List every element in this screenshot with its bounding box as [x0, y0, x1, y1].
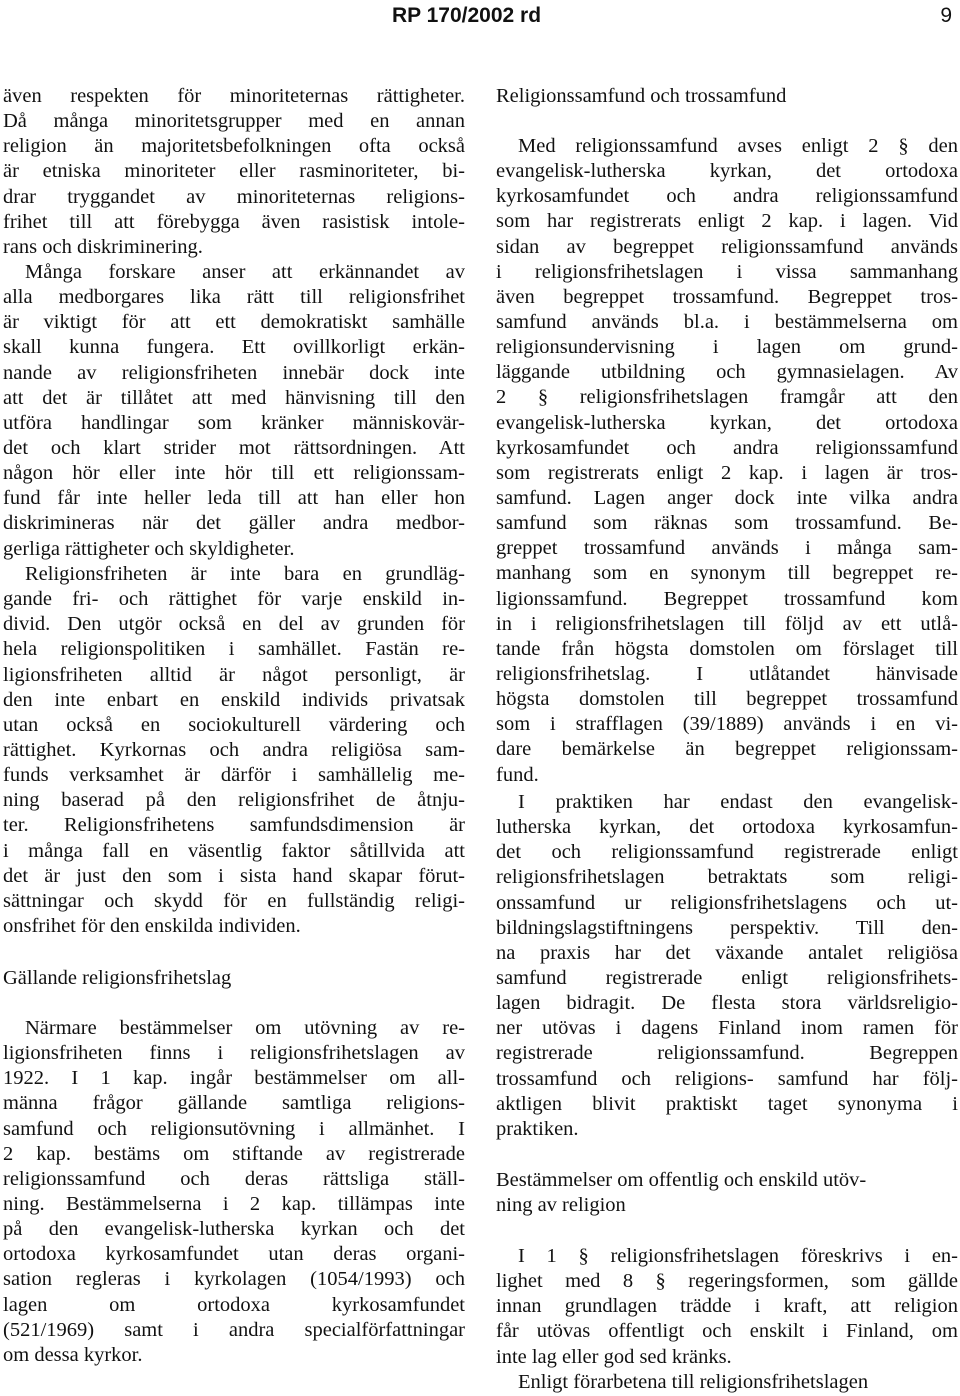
text-line: evangelisk-lutherska kyrkan, det ortodoxa: [496, 160, 958, 183]
text-line: frihet till att förebygga även rasistisk intole-: [3, 210, 465, 233]
text-line: bildningslagstiftningens perspektiv. Till den-: [496, 916, 958, 939]
text-line: Bestämmelser om offentlig och enskild utöv-: [496, 1169, 867, 1191]
paragraph: [496, 1244, 958, 1370]
text-line: i många fall en väsentlig faktor såtillvida att: [3, 839, 465, 862]
section-heading-text: Gällande religionsfrihetslag: [3, 967, 232, 989]
text-line: det är just den som i sista hand skapar förut-: [3, 864, 465, 887]
text-line: trossamfund och religions- samfund har följ-: [496, 1067, 958, 1090]
text-line: ligionsfriheten alltid är något personligt, är: [3, 663, 465, 686]
text-line: samfund registrerade enligt religionsfrihets-: [496, 966, 958, 989]
text-line: skall kunna fungera. Ett ovillkorligt erkän-: [3, 336, 465, 359]
paragraph: [3, 1016, 465, 1368]
text-line: alla medborgares lika rätt till religionsfrihet: [3, 286, 465, 309]
text-line: Då många minoritetsgrupper med en annan: [3, 110, 465, 133]
text-line: lagen bidragit. De flesta stora världsreligio-: [496, 992, 958, 1015]
text-line: fund får inte heller leda till att han eller hon: [3, 487, 465, 510]
text-line: även respekten för minoriteternas rättigheter.: [3, 85, 465, 107]
text-line: ortodoxa kyrkosamfundet utan deras organi-: [3, 1243, 465, 1266]
text-line: även begreppet trossamfund. Begreppet tros-: [496, 285, 958, 308]
text-line: diskrimineras när det gäller andra medbor-: [3, 512, 465, 535]
text-line: rättighet. Kyrkornas och andra religiösa sam-: [3, 738, 465, 761]
text-line: fund.: [496, 763, 539, 786]
text-line: manhang som en synonym till begreppet re-: [496, 562, 958, 585]
text-line: onsfrihet för den enskilda individen.: [3, 914, 301, 937]
text-line: Med religionssamfund avses enligt 2 § den: [518, 135, 958, 157]
text-line: I 1 § religionsfrihetslagen föreskrivs i en-: [518, 1245, 958, 1267]
running-header: [0, 0, 960, 40]
text-line: samfund. Lagen anger dock inte vilka andra: [496, 486, 958, 509]
text-line: Religionsfriheten är inte bara en grundläg-: [25, 563, 465, 585]
section-heading: [496, 1168, 958, 1218]
text-line: som registrerats enligt 2 kap. i lagen är tros-: [496, 461, 958, 484]
paragraph: [3, 260, 465, 562]
text-line: innan grundlagen trädde i kraft, att religion: [496, 1295, 958, 1318]
text-line: den inte enbart en enskild individs privatsak: [3, 688, 465, 711]
text-line: drar tryggandet av minoriteternas religions-: [3, 185, 465, 208]
text-line: männa frågor gällande samtliga religions-: [3, 1092, 465, 1115]
text-line: på den evangelisk-lutherska kyrkan och det: [3, 1218, 465, 1241]
text-line: det och religionssamfund registrerade enligt: [496, 841, 958, 864]
text-line: praktiken.: [496, 1117, 579, 1140]
text-line: det och klart strider mot rättsordningen. Att: [3, 436, 465, 459]
text-line: läggande utbildning och gymnasielagen. Av: [496, 361, 958, 384]
text-line: i religionsfrihetslagen i vissa sammanhang: [496, 260, 958, 283]
text-line: 2 kap. bestäms om stiftande av registrerade: [3, 1142, 465, 1165]
text-line: rans och diskriminering.: [3, 235, 203, 258]
text-line: Närmare bestämmelser om utövning av re-: [25, 1017, 465, 1039]
page-number: 9: [940, 4, 952, 27]
text-line: evangelisk-lutherska kyrkan, det ortodoxa: [496, 411, 958, 434]
text-line: som i strafflagen (39/1889) används i en vi-: [496, 713, 958, 736]
text-line: hela religionspolitiken i samhället. Fastän re-: [3, 638, 465, 661]
text-line: kyrkosamfundet och andra religionssamfund: [496, 185, 958, 208]
text-line: (521/1969) samt i andra specialförfattningar: [3, 1318, 465, 1341]
text-line: in i religionsfrihetslagen till följd av ett utlå-: [496, 612, 958, 635]
text-line: greppet trossamfund används i många sam-: [496, 537, 958, 560]
text-line: nande av religionsfriheten innebär dock inte: [3, 361, 465, 384]
text-line: om dessa kyrkor.: [3, 1343, 143, 1366]
text-line: får utövas offentligt och enskilt i Finland, om: [496, 1320, 958, 1343]
text-line: registrerade religionssamfund. Begreppen: [496, 1042, 958, 1065]
text-line: högsta domstolen till begreppet trossamfund: [496, 688, 958, 711]
text-line: divid. Den utgör också en del av grunden för: [3, 613, 465, 636]
text-line: sättningar och skydd för en fullständig religi-: [3, 889, 465, 912]
text-line: är etniska minoriteter eller rasminoriteter, bi-: [3, 160, 465, 183]
paragraph: [496, 790, 958, 1142]
paragraph: [3, 84, 465, 260]
text-line: ning. Bestämmelserna i 2 kap. tillämpas inte: [3, 1192, 465, 1215]
text-line: ligionsfriheten finns i religionsfrihetslagen av: [3, 1042, 465, 1065]
text-line: funds verksamhet är därför i samhällelig me-: [3, 764, 465, 787]
text-line: tande från högsta domstolen om förslaget till: [496, 637, 958, 660]
text-line: onssamfund ur religionsfrihetslagens och ut-: [496, 891, 958, 914]
text-line: samfund som räknas som trossamfund. Be-: [496, 512, 958, 535]
text-line: som har registrerats enligt 2 kap. i lagen. Vid: [496, 210, 958, 233]
text-line: Många forskare anser att erkännandet av: [25, 261, 465, 283]
text-line: ner utövas i dagens Finland inom ramen för: [496, 1017, 958, 1040]
text-line: gerliga rättigheter och skyldigheter.: [3, 537, 295, 560]
text-line: 1922. I 1 kap. ingår bestämmelser om all-: [3, 1067, 465, 1090]
text-line: samfund används bl.a. i bestämmelserna om: [496, 310, 958, 333]
section-heading: [496, 84, 958, 109]
text-line: religion än majoritetsbefolkningen ofta också: [3, 135, 465, 158]
document-number: RP 170/2002 rd: [392, 4, 542, 27]
text-line: I praktiken har endast den evangelisk-: [518, 791, 958, 813]
text-line: gande fri- och rättighet för varje enskild in-: [3, 588, 465, 611]
text-line: sidan av begreppet religionssamfund används: [496, 235, 958, 258]
text-line: utan också en sociokulturell värdering och: [3, 713, 465, 736]
text-line: är viktigt för att ett demokratiskt samhälle: [3, 311, 465, 334]
section-heading-text: Religionssamfund och trossamfund: [496, 85, 787, 107]
paragraph: [496, 134, 958, 788]
text-line: att det är tillåtet att med hänvisning till den: [3, 386, 465, 409]
text-line: aktligen blivit praktiskt taget synonyma i: [496, 1092, 958, 1115]
text-line: na praxis har det växande antalet religiösa: [496, 941, 958, 964]
text-line: samfund och religionsutövning i allmänhet. I: [3, 1117, 465, 1140]
text-line: ning baserad på den religionsfrihet de åtnju-: [3, 789, 465, 812]
paragraph: [496, 1370, 958, 1395]
text-line: religionsfrihetslag. I utlåtandet hänvisade: [496, 662, 958, 685]
text-line: ligionssamfund. Begreppet trossamfund kom: [496, 587, 958, 610]
text-line: 2 § religionsfrihetslagen framgår att den: [496, 386, 958, 409]
paragraph: [3, 562, 465, 939]
text-line: sation regleras i kyrkolagen (1054/1993) och: [3, 1268, 465, 1291]
text-line: lagen om ortodoxa kyrkosamfundet: [3, 1293, 465, 1316]
text-line: ning av religion: [496, 1194, 626, 1217]
text-line: lutherska kyrkan, det ortodoxa kyrkosamfun-: [496, 816, 958, 839]
section-heading: [3, 966, 465, 991]
text-line: utföra handlingar som kränker människovär-: [3, 411, 465, 434]
text-line: kyrkosamfundet och andra religionssamfund: [496, 436, 958, 459]
text-line: ter. Religionsfrihetens samfundsdimension är: [3, 814, 465, 837]
text-line: lighet med 8 § regeringsformen, som gällde: [496, 1270, 958, 1293]
text-line: Enligt förarbetena till religionsfrihetslagen: [518, 1371, 869, 1393]
text-line: religionsfrihetslagen betraktats som religi-: [496, 866, 958, 889]
text-line: dare bemärkelse än begreppet religionssam-: [496, 738, 958, 761]
text-line: någon hör eller inte hör till ett religionssam-: [3, 462, 465, 485]
text-line: religionssamfund och deras rättsliga ställ-: [3, 1167, 465, 1190]
text-line: inte lag eller god sed kränks.: [496, 1345, 732, 1368]
text-line: religionsundervisning i lagen om grund-: [496, 336, 958, 359]
